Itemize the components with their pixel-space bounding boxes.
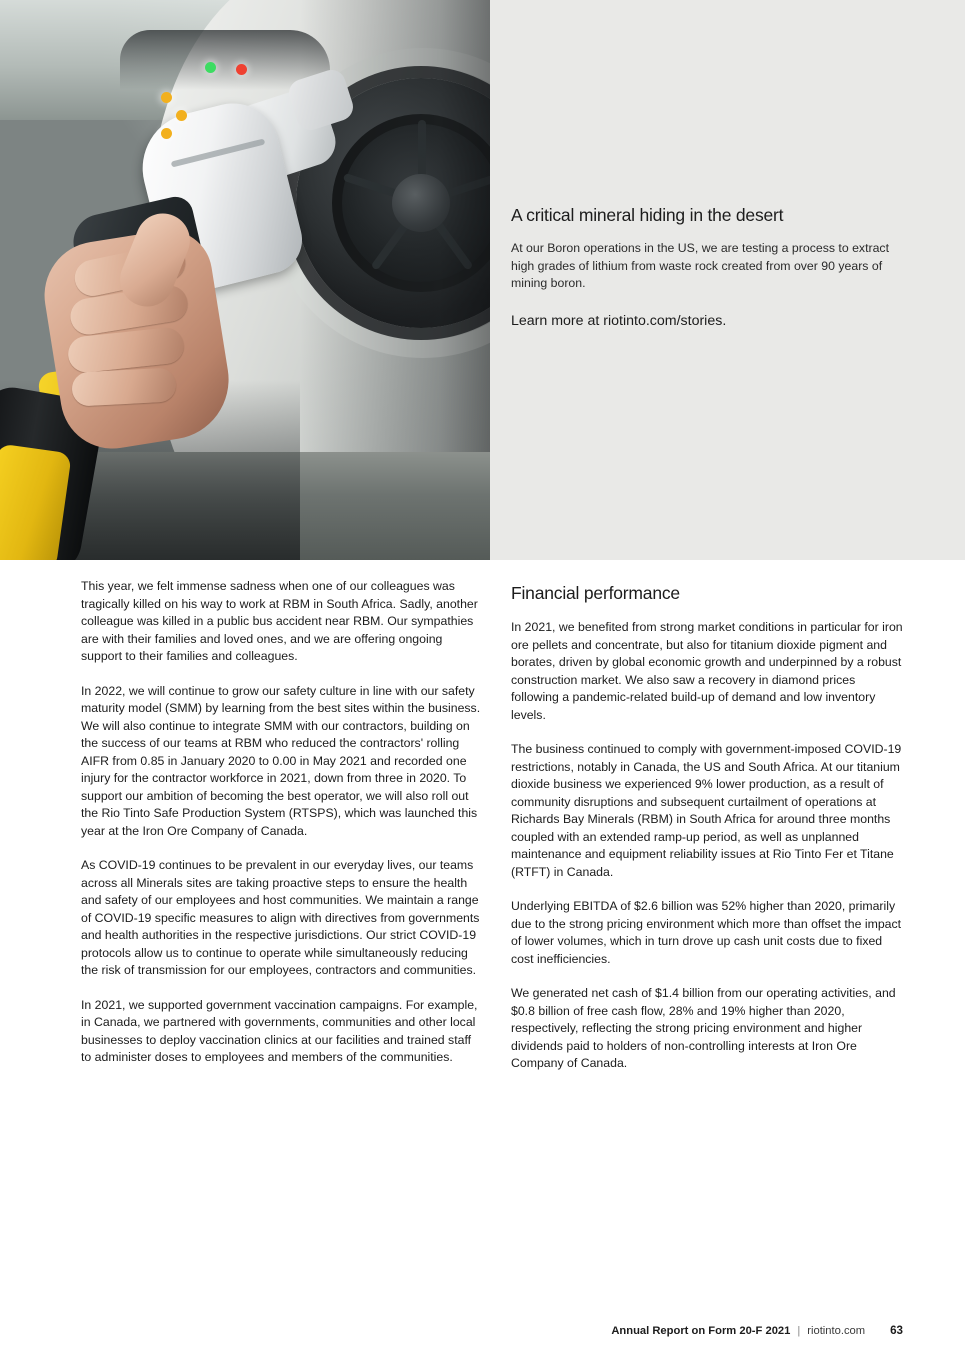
footer-report-title: Annual Report on Form 20-F 2021: [611, 1325, 791, 1337]
paragraph: Underlying EBITDA of $2.6 billion was 52% higher than 2020, primarily due to the strong pricing environment which more than offset the impact of lower volumes, which in turn drove up cash unit costs due to fixed cost inefficiencies.: [511, 899, 902, 966]
hero-cta-link[interactable]: Learn more at riotinto.com/stories.: [511, 312, 727, 329]
status-led-red: [236, 64, 247, 75]
page-number: 63: [890, 1324, 903, 1337]
section-heading-financial-performance: Financial performance: [511, 583, 680, 603]
status-led-amber: [161, 128, 172, 139]
status-led-amber: [161, 92, 172, 103]
paragraph: In 2021, we supported government vaccination campaigns. For example, in Canada, we partnered with governments, communities and other local businesses to deploy vaccination clinics at our facilities and trained staff to administer doses to employees and members of the communities.: [81, 997, 478, 1064]
hero-image: [0, 0, 490, 560]
hero-paragraph: At our Boron operations in the US, we are testing a process to extract high grades of lithium from waste rock created from over 90 years of mining boron.: [511, 241, 889, 291]
paragraph: We generated net cash of $1.4 billion from our operating activities, and $0.8 billion of free cash flow, 28% and 19% higher than 2020, respectively, reflecting the strong pricing environment and higher dividends paid to holders of non-controlling interests at Iron Ore Company of Canada.: [511, 986, 896, 1070]
left-column: [81, 578, 484, 1084]
paragraph: This year, we felt immense sadness when one of our colleagues was tragically killed on his way to work at RBM in South Africa. Sadly, another colleague was killed in a public bus accident near RBM. Our sympathies are with their families and loved ones, and we are offering ongoing support to their families and colleagues.: [81, 579, 478, 663]
page-footer: [611, 1324, 903, 1337]
paragraph: The business continued to comply with government-imposed COVID-19 restrictions, notably in Canada, the US and South Africa. At our titanium dioxide business we experienced 9% lower production, as a result of community disruptions and subsequent curtailment of operations at Richards Bay Minerals (RBM) in South Africa for around three months coupled with an extended ramp-up period, as well as unplanned maintenance and equipment reliability issues at Rio Tinto Fer et Titane (RTFT) in Canada.: [511, 742, 902, 879]
footer-website: riotinto.com: [807, 1325, 866, 1337]
status-led-amber: [176, 110, 187, 121]
hero-band: [0, 0, 965, 560]
hero-title: A critical mineral hiding in the desert: [511, 205, 784, 225]
paragraph: As COVID-19 continues to be prevalent in our everyday lives, our teams across all Minerals sites are taking proactive steps to ensure the health and safety of our employees and host communities. We maintain a range of COVID-19 specific measures to align with directives from governments and health authorities in the respective jurisdictions. Our strict COVID-19 protocols allow us to continue to operate while simultaneously reducing the risk of transmission for our employees, contractors and communities.: [81, 858, 480, 977]
status-led-green: [205, 62, 216, 73]
paragraph: In 2022, we will continue to grow our safety culture in line with our safety maturity model (SMM) by learning from the best sites within the business. We will also continue to integrate SMM with our contractors, building on the success of our teams at RBM who reduced the contractors' rolling AIFR from 0.85 in January 2020 to 0.00 in May 2021 and recorded one injury for the contractor workforce in 2021, down from three in 2020. To support our ambition of becoming the best operator, we will also roll out the Rio Tinto Safe Production System (RTSPS), which was launched this year at the Iron Ore Company of Canada.: [81, 683, 481, 838]
finger: [71, 367, 177, 406]
right-column: [511, 578, 905, 1090]
footer-separator: |: [797, 1325, 801, 1337]
hero-text-block: [511, 205, 903, 329]
paragraph: In 2021, we benefited from strong market conditions in particular for iron ore pellets and concentrate, but also for titanium dioxide pigment and borates, driven by global economic growth and underpinned by a robust construction market. We also saw a recovery in diamond prices following a pandemic-related build-up of demand and low inventory levels.: [511, 620, 903, 722]
